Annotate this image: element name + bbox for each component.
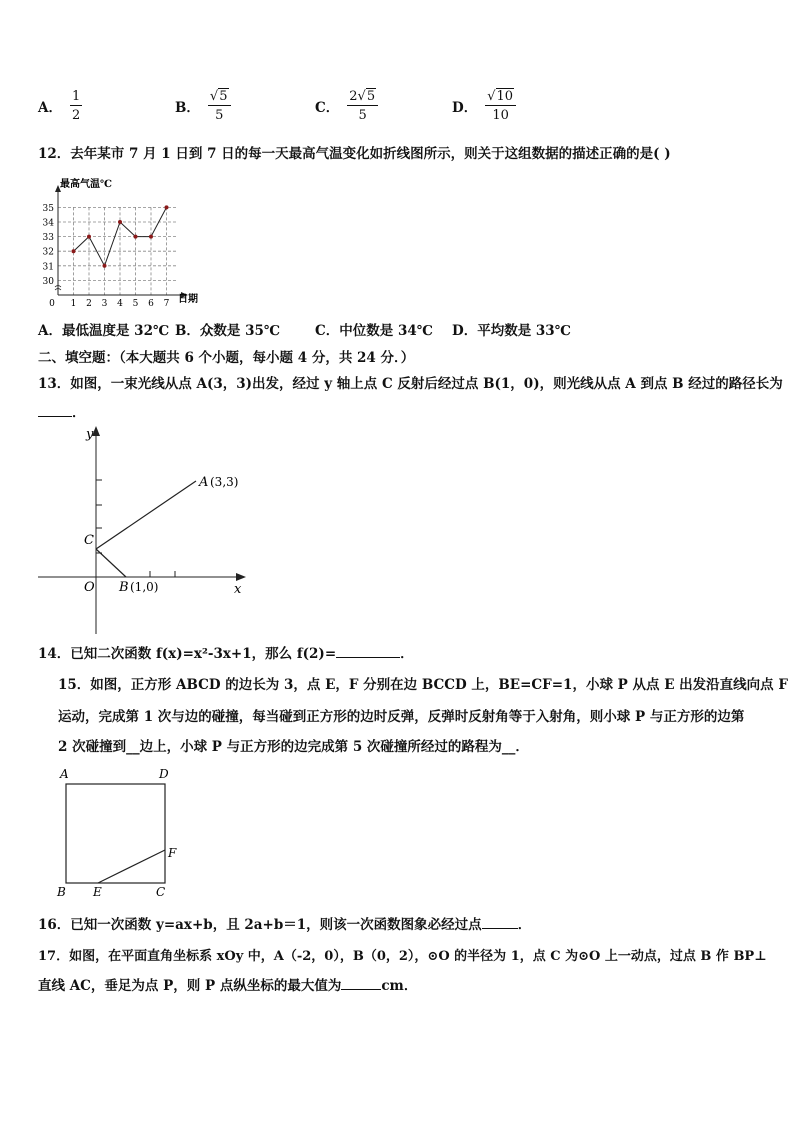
answer-blank[interactable] — [38, 416, 72, 417]
radicand: 10 — [496, 89, 514, 104]
q12-option-d: D．平均数是 33℃ — [452, 323, 571, 339]
chart-y-tick-label: 35 — [42, 203, 54, 214]
q15-line-1: 15．如图，正方形 ABCD 的边长为 3，点 E，F 分别在边 BCCD 上，BE=CF=1，小球 P 从点 E 出发沿直线向点 F — [58, 677, 788, 693]
option-letter: A． — [38, 100, 62, 116]
denominator: 5 — [358, 108, 367, 123]
segment-ef — [98, 850, 165, 883]
q11-option-d — [452, 89, 516, 123]
label-a: A — [199, 475, 209, 490]
option-letter: B． — [175, 100, 200, 116]
q14-stem — [38, 648, 414, 662]
q14-text: 14．已知二次函数 f(x)=x²-3x+1，那么 f(2)= — [38, 646, 337, 662]
label-b: B — [57, 885, 66, 899]
q11-option-b — [175, 89, 231, 123]
chart-x-tick-label: 2 — [86, 299, 92, 307]
chart-y-tick-label: 31 — [42, 262, 54, 273]
option-letter: D． — [452, 100, 478, 116]
label-f: F — [168, 846, 177, 860]
q11-option-c — [315, 89, 378, 123]
label-c: C — [84, 533, 94, 548]
chart-x-axis-label: 日期 — [178, 294, 198, 305]
label-a-coord: (3,3) — [210, 475, 239, 489]
ray-c-to-b — [96, 549, 126, 577]
chart-y-tick-label: 32 — [42, 247, 54, 258]
denominator: 10 — [492, 108, 509, 123]
q15-line-2: 运动，完成第 1 次与边的碰撞，每当碰到正方形的边时反弹，反弹时反射角等于入射角，则小球 P 与正方形的边第 — [58, 709, 745, 725]
option-letter: C． — [315, 100, 340, 116]
q13-stem: 13．如图，一束光线从点 A(3，3)出发，经过 y 轴上点 C 反射后经过点 B(1，0)，则光线从点 A 到点 B 经过的路径长为 — [38, 376, 783, 392]
q17-text: 直线 AC，垂足为点 P，则 P 点纵坐标的最大值为 — [38, 978, 342, 994]
answer-blank[interactable] — [336, 657, 400, 658]
chart-data-point — [103, 264, 107, 268]
chart-data-point — [134, 235, 138, 239]
chart-x-tick-label: 1 — [70, 299, 77, 307]
label-origin: O — [84, 580, 95, 595]
chart-data-point — [165, 205, 169, 209]
label-a: A — [60, 767, 69, 781]
q11-option-a — [38, 89, 82, 123]
x-axis-arrow — [236, 573, 246, 581]
punctuation: ． — [517, 917, 532, 933]
answer-blank[interactable] — [482, 928, 518, 929]
fraction — [208, 89, 231, 123]
q12-stem: 12．去年某市 7 月 1 日到 7 日的每一天最高气温变化如折线图所示，则关于这组数据的描述正确的是( ) — [38, 146, 671, 162]
punctuation: ． — [72, 405, 86, 421]
q15-line-3: 2 次碰撞到__边上，小球 P 与正方形的边完成第 5 次碰撞所经过的路程为__． — [58, 739, 529, 755]
q16-text: 16．已知一次函数 y=ax+b，且 2a+b＝1，则该一次函数图象必经过点 — [38, 917, 482, 933]
numerator: 1 — [71, 89, 81, 104]
chart-data-point — [149, 235, 153, 239]
q12-option-b: B．众数是 35℃ — [175, 323, 281, 339]
chart-x-tick-label: 7 — [163, 299, 170, 307]
numerator: √10 — [485, 89, 516, 106]
chart-x-tick-label: 5 — [132, 299, 139, 307]
square-abcd — [66, 784, 165, 883]
chart-data-point — [72, 249, 76, 253]
chart-y-axis-label: 最高气温℃ — [60, 179, 112, 190]
label-y: y — [86, 427, 94, 442]
chart-x-tick-label: 0 — [49, 299, 55, 307]
q12-option-a: A．最低温度是 32℃ — [38, 323, 170, 339]
answer-blank[interactable] — [341, 989, 381, 990]
label-c: C — [156, 885, 166, 899]
label-b: B — [119, 580, 129, 595]
label-b-coord: (1,0) — [130, 580, 159, 594]
fraction — [70, 89, 82, 123]
label-d: D — [159, 767, 169, 781]
numerator: 2√5 — [347, 89, 378, 106]
chart-y-tick-label: 30 — [42, 276, 54, 287]
coefficient: 2 — [349, 89, 358, 104]
chart-y-tick-label: 33 — [42, 233, 54, 244]
chart-x-tick-label: 4 — [117, 299, 123, 307]
chart-y-tick-label: 34 — [42, 218, 54, 229]
q17-line-2 — [38, 980, 417, 994]
fraction — [347, 89, 378, 123]
radicand: 5 — [219, 89, 228, 104]
chart-x-tick-label: 6 — [148, 299, 154, 307]
section-heading: 二、填空题：（本大题共 6 个小题，每小题 4 分，共 24 分．） — [38, 350, 415, 366]
ray-a-to-c — [96, 481, 196, 549]
chart-data-point — [118, 220, 122, 224]
q16-stem — [38, 919, 531, 933]
q13-reflection-figure — [30, 420, 260, 640]
denominator: 2 — [71, 108, 81, 123]
label-x: x — [234, 582, 242, 597]
chart-tick-labels — [43, 204, 170, 307]
punctuation: ． — [400, 646, 414, 662]
label-e: E — [93, 885, 102, 899]
chart-x-tick-label: 3 — [101, 299, 108, 307]
q13-answer-line — [38, 407, 86, 421]
radicand: 5 — [366, 89, 376, 104]
unit-suffix: cm． — [381, 978, 418, 994]
fraction — [485, 89, 516, 123]
q15-square-figure — [52, 765, 192, 900]
chart-axes — [55, 185, 188, 298]
denominator: 5 — [215, 108, 224, 123]
chart-data-point — [87, 235, 91, 239]
numerator: √5 — [208, 89, 231, 106]
q17-line-1: 17．如图，在平面直角坐标系 xOy 中，A（-2，0），B（0，2），⊙O 的半径为 1，点 C 为⊙O 上一动点，过点 B 作 BP⊥ — [38, 949, 767, 964]
q12-option-c: C．中位数是 34℃ — [315, 323, 433, 339]
q12-line-chart — [38, 175, 208, 307]
